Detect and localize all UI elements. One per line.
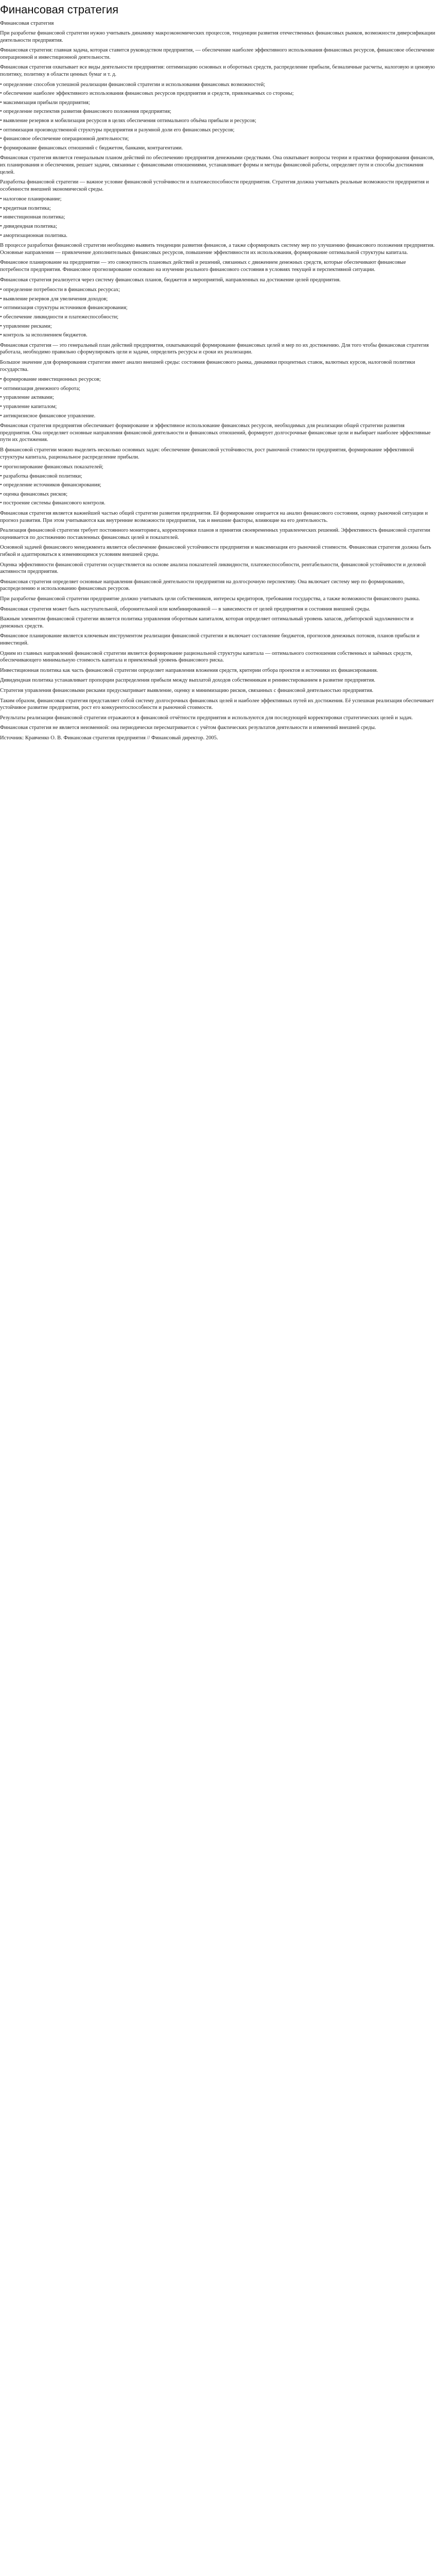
paragraph: Основной задачей финансового менеджмента является обеспечение финансовой устойчивости предприятия и максимизация его рыночной стоимости. Финансовая стратегия должна быть гибкой и адаптироваться к изменяющимся условиям внешней среды. — [0, 545, 431, 558]
list-item: • определение источников финансирования; — [0, 482, 101, 488]
list-item: • формирование финансовых отношений с бюджетом, банками, контрагентами. — [0, 145, 183, 151]
bullets-b — [0, 286, 436, 339]
paragraph: Финансовая стратегия является важнейшей частью общей стратегии развития предприятия. Её формирование опирается на анализ финансового состояния, оценку рыночной ситуации и прогноз развития. При этом учитываются как внутренние возможности предприятия, так и внешние факторы, влияющие на его деятельность. — [0, 511, 428, 523]
paragraph: Финансовая стратегия не является неизменной: она периодически пересматривается с учётом фактических результатов деятельности и изменений внешней среды. — [0, 725, 376, 731]
list-item: • оптимизация производственной структуры предприятия и разумной доли его финансовых ресурсов; — [0, 127, 235, 133]
list-item: • оптимизация денежного оборота; — [0, 385, 80, 392]
list-item: • управление капиталом; — [0, 403, 57, 410]
paragraph: Таким образом, финансовая стратегия представляет собой систему долгосрочных финансовых целей и наиболее эффективных путей их достижения. Её успешная реализация обеспечивает устойчивое развитие предприятия, рост его конкурентоспособности и рыночной стоимости. — [0, 698, 434, 711]
tasks-list-1 — [0, 81, 436, 152]
list-item: • оптимизация структуры источников финансирования; — [0, 305, 128, 311]
intro-section — [0, 30, 436, 78]
paragraph: Результаты реализации финансовой стратегии отражаются в финансовой отчётности предприятия и используются для последующей корректировки стратегических целей и задач. — [0, 715, 413, 721]
section-6 — [0, 510, 436, 575]
bullets-d — [0, 464, 436, 507]
list-item: • прогнозирование финансовых показателей; — [0, 464, 103, 470]
section-3 — [0, 242, 436, 283]
paragraph: Финансовая стратегия реализуется через систему финансовых планов, бюджетов и мероприятий, направленных на достижение целей предприятия. — [0, 277, 341, 283]
paragraph: Большое значение для формирования стратегии имеет анализ внешней среды: состояния финансового рынка, динамики процентных ставок, валютных курсов, налоговой политики государства. — [0, 359, 415, 372]
paragraph: При разработке финансовой стратегии нужно учитывать динамику макроэкономических процессов, тенденции развития отечественных финансовых рынков, возможности диверсификации деятельности предприятия. — [0, 30, 435, 43]
list-item: • дивидендная политика; — [0, 224, 57, 230]
list-item: • формирование инвестиционных ресурсов; — [0, 377, 101, 383]
list-item: • управление активами; — [0, 395, 54, 401]
section-8 — [0, 650, 436, 694]
paragraph: Стратегия управления финансовыми рисками предусматривает выявление, оценку и минимизацию рисков, связанных с финансовой деятельностью предприятия. — [0, 687, 374, 693]
section-4 — [0, 342, 436, 373]
list-item: • определение перспектив развития финансового положения предприятия; — [0, 109, 171, 115]
list-item: • оценка финансовых рисков; — [0, 491, 68, 497]
section-2 — [0, 155, 436, 193]
paragraph: Дивидендная политика устанавливает пропорции распределения прибыли между выплатой доходов собственникам и реинвестированием в развитие предприятия. — [0, 677, 376, 684]
list-item: • выявление резервов и мобилизация ресурсов в целях обеспечения оптимального объёма прибыли и ресурсов; — [0, 117, 256, 124]
paragraph: Финансовая стратегия — это генеральный план действий предприятия, охватывающий формирование финансовых целей и мер по их достижению. Для того чтобы финансовая стратегия работала, необходимо правильно сформулировать цели и задачи, определить ресурсы и сроки их реализации. — [0, 342, 429, 355]
bullets-a — [0, 196, 436, 239]
list-item: • налоговое планирование; — [0, 196, 62, 202]
paragraph: Финансовая стратегия определяет основные направления финансовой деятельности предприятия на долгосрочную перспективу. Она включает систему мер по формированию, распределению и использованию финансовых ресурсов. — [0, 579, 405, 592]
paragraph: Финансовое планирование на предприятии — это совокупность плановых действий и решений, связанных с движением денежных средств, которые обеспечивают финансовые потребности предприятия. Финансовое прогнозирование основано на изучении реального финансового состояния в условиях текущей и перспективной ситуации. — [0, 260, 406, 273]
list-item: • построение системы финансового контроля. — [0, 500, 106, 506]
paragraph: Инвестиционная политика как часть финансовой стратегии определяет направления вложения средств, критерии отбора проектов и источники их финансирования. — [0, 667, 378, 673]
paragraph: При разработке финансовой стратегии предприятие должно учитывать цели собственников, интересы кредиторов, требования государства, а также возможности финансового рынка. — [0, 596, 420, 602]
list-item: • обеспечение ликвидности и платежеспособности; — [0, 314, 119, 320]
section-7 — [0, 579, 436, 647]
bullets-c — [0, 376, 436, 419]
paragraph: Важным элементом финансовой стратегии является политика управления оборотным капиталом, которая определяет оптимальный уровень запасов, дебиторской задолженности и денежных средств. — [0, 616, 414, 629]
paragraph: В финансовой стратегии можно выделить несколько основных задач: обеспечение финансовой устойчивости, рост рыночной стоимости предприятия, формирование эффективной структуры капитала, рациональное распределение прибыли. — [0, 447, 414, 460]
list-item: • контроль за исполнением бюджетов. — [0, 332, 88, 338]
list-item: • выявление резервов для увеличения доходов; — [0, 296, 108, 302]
paragraph: Финансовая стратегия предприятия обеспечивает формирование и эффективное использование финансовых ресурсов, необходимых для реализации общей стратегии развития предприятия. Она определяет основные направления финансовой деятельности и финансовых отношений, формирует долгосрочные финансовые цели и выбирает наиболее эффективные пути их достижения. — [0, 423, 431, 443]
list-item: • максимизация прибыли предприятия; — [0, 99, 90, 106]
paragraph: Финансовая стратегия охватывает все виды деятельности предприятия: оптимизацию основных и оборотных средств, распределение прибыли, безналичные расчеты, налоговую и ценовую политику, политику в области ценных бумаг и т. д. — [0, 64, 435, 77]
paragraph: Финансовая стратегия является генеральным планом действий по обеспечению предприятия денежными средствами. Она охватывает вопросы теории и практики формирования финансов, их планирования и обеспечения, решает задачи, связанные с финансовыми отношениями, устанавливает формы и методы финансовой работы, определяет пути и способы достижения целей. — [0, 155, 434, 175]
section-5 — [0, 422, 436, 461]
paragraph: Финансовое планирование является ключевым инструментом реализации финансовой стратегии и включает составление бюджетов, прогнозов денежных потоков, планов прибыли и инвестиций. — [0, 633, 420, 646]
paragraph: Одним из главных направлений финансовой стратегии является формирование рациональной структуры капитала — оптимального соотношения собственных и заёмных средств, обеспечивающего минимальную стоимость капитала и приемлемый уровень финансового риска. — [0, 650, 412, 664]
list-item: • обеспечение наиболее эффективного использования финансовых ресурсов предприятия и средств, привлекаемых со стороны; — [0, 91, 294, 97]
section-9 — [0, 698, 436, 732]
list-item: • инвестиционная политика; — [0, 214, 65, 221]
list-item: • амортизационная политика. — [0, 232, 67, 239]
paragraph: Разработка финансовой стратегии — важное условие финансовой устойчивости и платежеспособности предприятия. Стратегия должна учитывать реальные возможности предприятия и особенности внешней экономической среды. — [0, 179, 429, 192]
list-item: • управление рисками; — [0, 323, 52, 329]
list-item: • разработка финансовой политики; — [0, 473, 82, 479]
paragraph: Оценка эффективности финансовой стратегии осуществляется на основе анализа показателей ликвидности, платежеспособности, рентабельности, финансовой устойчивости и деловой активности предприятия. — [0, 562, 426, 575]
list-item: • определение потребности в финансовых ресурсах; — [0, 287, 120, 293]
list-item: • антикризисное финансовое управление. — [0, 413, 96, 419]
list-item: • финансовое обеспечение операционной деятельности; — [0, 136, 129, 142]
document-subtitle: Финансовая стратегия — [0, 20, 54, 26]
paragraph: В процессе разработки финансовой стратегии необходимо выявить тенденции развития финансов, а также сформировать систему мер по улучшению финансового положения предприятия. Основные направления — привлечение дополнительных финансовых ресурсов, повышение эффективности их использования, формирование оптимальной структуры капитала. — [0, 243, 435, 256]
document — [0, 0, 436, 752]
paragraph: Финансовая стратегия: главная задача, которая ставится руководством предприятия, — обеспечение наиболее эффективного использования финансовых ресурсов, финансовое обеспечение операционной и инвестиционной деятельности. — [0, 47, 434, 60]
page-title: Финансовая стратегия — [0, 3, 119, 16]
paragraph: Финансовая стратегия может быть наступательной, оборонительной или комбинированной — в зависимости от целей предприятия и состояния внешней среды. — [0, 606, 371, 612]
paragraph: Реализация финансовой стратегии требует постоянного мониторинга, корректировки планов и принятия своевременных управленческих решений. Эффективность финансовой стратегии оценивается по достижению поставленных финансовых целей и показателей. — [0, 528, 430, 540]
list-item: • кредитная политика; — [0, 205, 51, 211]
source-citation: Источник: Кравченко О. В. Финансовая стратегия предприятия // Финансовый директор. 2005. — [0, 735, 218, 741]
list-item: • определение способов успешной реализации финансовой стратегии и использования финансовых возможностей; — [0, 81, 266, 88]
